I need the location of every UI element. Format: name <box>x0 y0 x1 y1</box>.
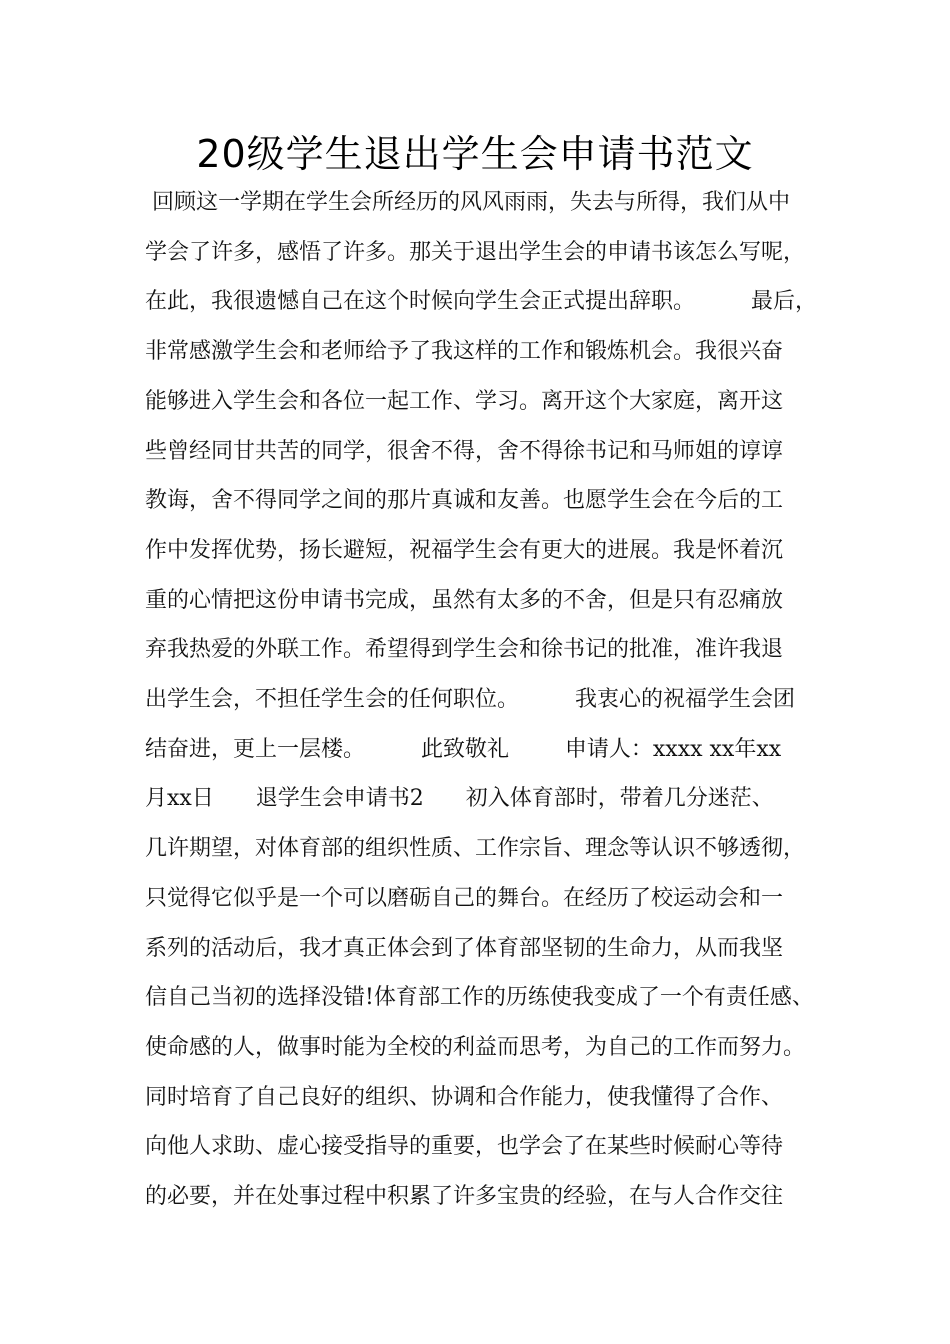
body-line: 非常感激学生会和老师给予了我这样的工作和锻炼机会。我很兴奋 <box>145 339 784 364</box>
body-line: 月xx日 退学生会申请书2 初入体育部时，带着几分迷茫、 <box>145 786 774 811</box>
body-line: 学会了许多，感悟了许多。那关于退出学生会的申请书该怎么写呢， <box>145 240 806 265</box>
body-line: 些曾经同甘共苦的同学，很舍不得，舍不得徐书记和马师姐的谆谆 <box>145 439 784 464</box>
body-line: 信自己当初的选择没错!体育部工作的历练使我变成了一个有责任感、 <box>145 985 814 1010</box>
body-line: 同时培育了自己良好的组织、协调和合作能力，使我懂得了合作、 <box>145 1085 784 1110</box>
body-line: 系列的活动后，我才真正体会到了体育部坚韧的生命力，从而我坚 <box>145 936 784 961</box>
body-line: 出学生会，不担任学生会的任何职位。 我衷心的祝福学生会团 <box>145 687 795 712</box>
body-line: 作中发挥优势，扬长避短，祝福学生会有更大的进展。我是怀着沉 <box>145 538 784 563</box>
body-line: 回顾这一学期在学生会所经历的风风雨雨，失去与所得，我们从中 <box>145 190 790 215</box>
document-title: 20级学生退出学生会申请书范文 <box>196 132 754 176</box>
body-line: 使命感的人，做事时能为全校的利益而思考，为自己的工作而努力。 <box>145 1035 806 1060</box>
body-line: 弃我热爱的外联工作。希望得到学生会和徐书记的批准，准许我退 <box>145 637 784 662</box>
body-line: 能够进入学生会和各位一起工作、学习。离开这个大家庭，离开这 <box>145 389 784 414</box>
body-line: 向他人求助、虚心接受指导的重要，也学会了在某些时候耐心等待 <box>145 1134 784 1159</box>
body-line: 重的心情把这份申请书完成，虽然有太多的不舍，但是只有忍痛放 <box>145 588 784 613</box>
body-line: 结奋进，更上一层楼。 此致敬礼 申请人：xxxx xx年xx <box>145 737 782 762</box>
body-line: 几许期望，对体育部的组织性质、工作宗旨、理念等认识不够透彻， <box>145 836 806 861</box>
body-line: 只觉得它似乎是一个可以磨砺自己的舞台。在经历了校运动会和一 <box>145 886 784 911</box>
body-line: 教诲，舍不得同学之间的那片真诚和友善。也愿学生会在今后的工 <box>145 488 784 513</box>
body-line: 的必要，并在处事过程中积累了许多宝贵的经验，在与人合作交往 <box>145 1184 784 1209</box>
body-line: 在此，我很遗憾自己在这个时候向学生会正式提出辞职。 最后， <box>145 289 817 314</box>
